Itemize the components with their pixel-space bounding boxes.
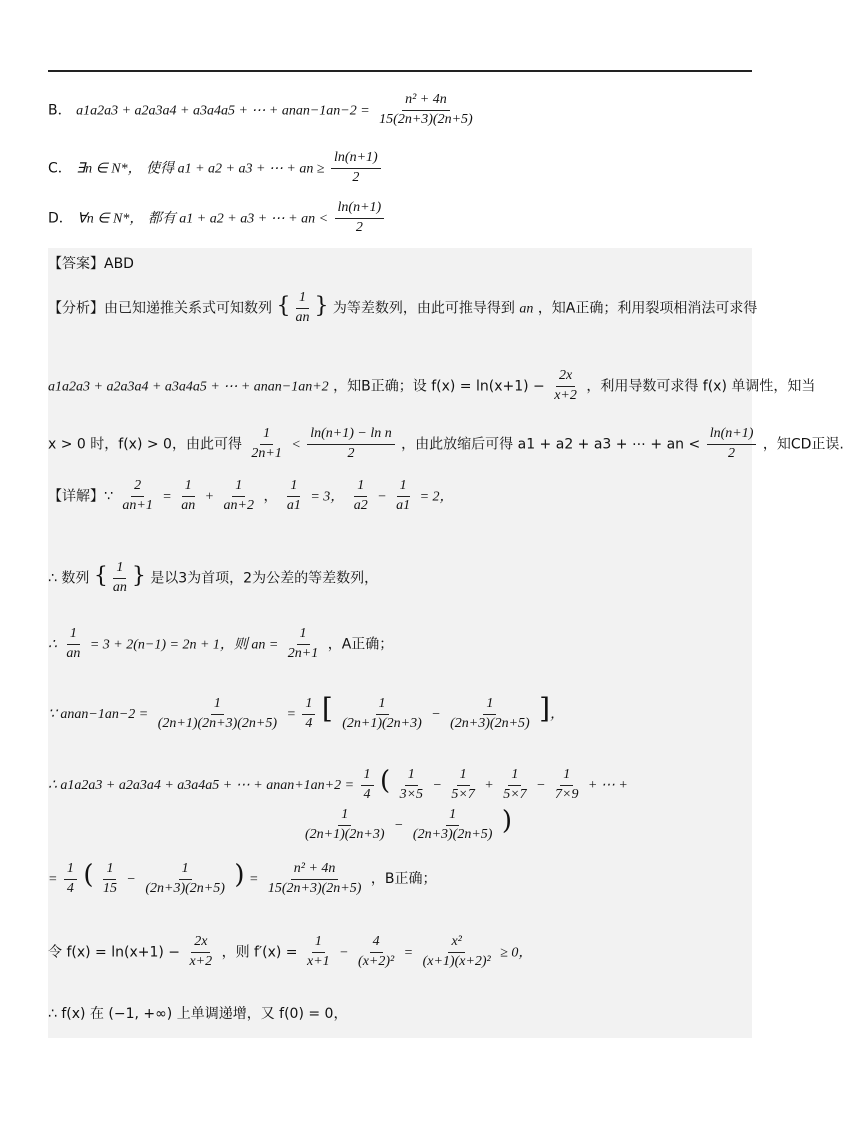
- option-c-frac: $\frac{\ln(n+1)}{2}$: [331, 150, 381, 187]
- analysis-line-2: a1a2a3 + a2a3a4 + a3a4a5 + ⋯ + anan−1an+2 ，知B正确；设 f(x) = ln(x+1) − $\frac{2x}{x+2}$ ，利用导数可求得 f(x) 单调性，知当: [48, 368, 816, 403]
- answer-line: 【答案】ABD: [48, 256, 134, 272]
- detail-line-6: = $\frac{1}{4}$ ( $\frac{1}{15}$ − $\frac{1}{(2n+3)(2n+5)}$ ) = $\frac{\text{n² + 4n}}{15(2n+3)(2n+5)}$ ，B正确；: [48, 860, 437, 896]
- option-c-label: C．: [48, 160, 72, 177]
- detail-line-7: 令 f(x) = ln(x+1) − $\frac{2x}{x+2}$ ，则 f′(x) = $\frac{1}{x+1}$ − $\frac{4}{\text{(x+2)²}}$ = $\frac{\text{x²}}{\text{(x+1)(x+2)²}}$ ≥ 0，: [48, 934, 533, 969]
- header-rule: [48, 70, 752, 72]
- option-c-text: 使得 a1 + a2 + a3 + ⋯ + an ≥: [146, 161, 325, 177]
- option-d-cond: ∀n ∈ N*，: [77, 211, 144, 227]
- option-c-cond: ∃n ∈ N*，: [76, 161, 142, 177]
- detail-line-5b: $\frac{1}{(2n+1)(2n+3)}$ − $\frac{1}{(2n+3)(2n+5)}$ ): [305, 806, 513, 842]
- option-b: [48, 92, 478, 129]
- option-b-lhs: a1a2a3 + a2a3a4 + a3a4a5 + ⋯ + anan−1an−2 =: [76, 103, 370, 119]
- detail-line-2: ∴ 数列 { $\frac{1}{an}$ } 是以3为首项，2为公差的等差数列，: [48, 560, 379, 595]
- option-d: [48, 200, 386, 237]
- analysis-line-1: 【分析】由已知递推关系式可知数列 { $\frac{1}{an}$ } 为等差数列，由此可推导得到 an ，知A正确；利用裂项相消法可求得: [48, 290, 758, 325]
- detail-line-1: 【详解】∵ $\frac{2}{an+1}$ = $\frac{1}{an}$ + $\frac{1}{an+2}$ ， $\frac{1}{a1}$ = 3， $\frac{1}{a2}$ − $\frac{1}{a1}$ = 2，: [48, 478, 454, 513]
- detail-line-8: ∴ f(x) 在 (−1, +∞) 上单调递增，又 f(0) = 0，: [48, 1006, 348, 1022]
- option-c: [48, 150, 383, 187]
- detail-line-5: ∴ a1a2a3 + a2a3a4 + a3a4a5 + ⋯ + anan+1an+2 = $\frac{1}{4}$ ( $\frac{1}{3\times 5}$ − $\frac{1}{5\times 7}$ + $\frac{1}{5\times 7}$ − $\frac{1}{7\times 9}$ + ⋯ +: [48, 766, 628, 802]
- option-d-text: 都有 a1 + a2 + a3 + ⋯ + an <: [147, 211, 329, 227]
- option-b-label: B．: [48, 102, 72, 119]
- detail-line-4: ∵ anan−1an−2 = $\frac{1}{(2n+1)(2n+3)(2n+5)}$ = $\frac{1}{4}$ [ $\frac{1}{(2n+1)(2n+3)}$ − $\frac{1}{(2n+3)(2n+5)}$ ]，: [48, 692, 565, 731]
- analysis-line-3: x > 0 时，f(x) > 0，由此可得 $\frac{1}{2n+1}$ < $\frac{\text{ln(n+1) − ln n}}{2}$ ，由此放缩后可得 a1 + a2 + a3 + ⋯ + an < $\frac{\ln(n+1)}{2}$ ，知CD正误.: [48, 426, 844, 461]
- detail-line-3: ∴ $\frac{1}{an}$ = 3 + 2(n−1) = 2n + 1，则 an = $\frac{1}{2n+1}$ ，A正确；: [48, 626, 394, 661]
- option-b-frac: $\frac{\text{n² + 4n}}{15(2n+3)(2n+5)}$: [379, 92, 473, 127]
- option-d-label: D．: [48, 210, 73, 227]
- option-d-frac: $\frac{\ln(n+1)}{2}$: [335, 200, 385, 237]
